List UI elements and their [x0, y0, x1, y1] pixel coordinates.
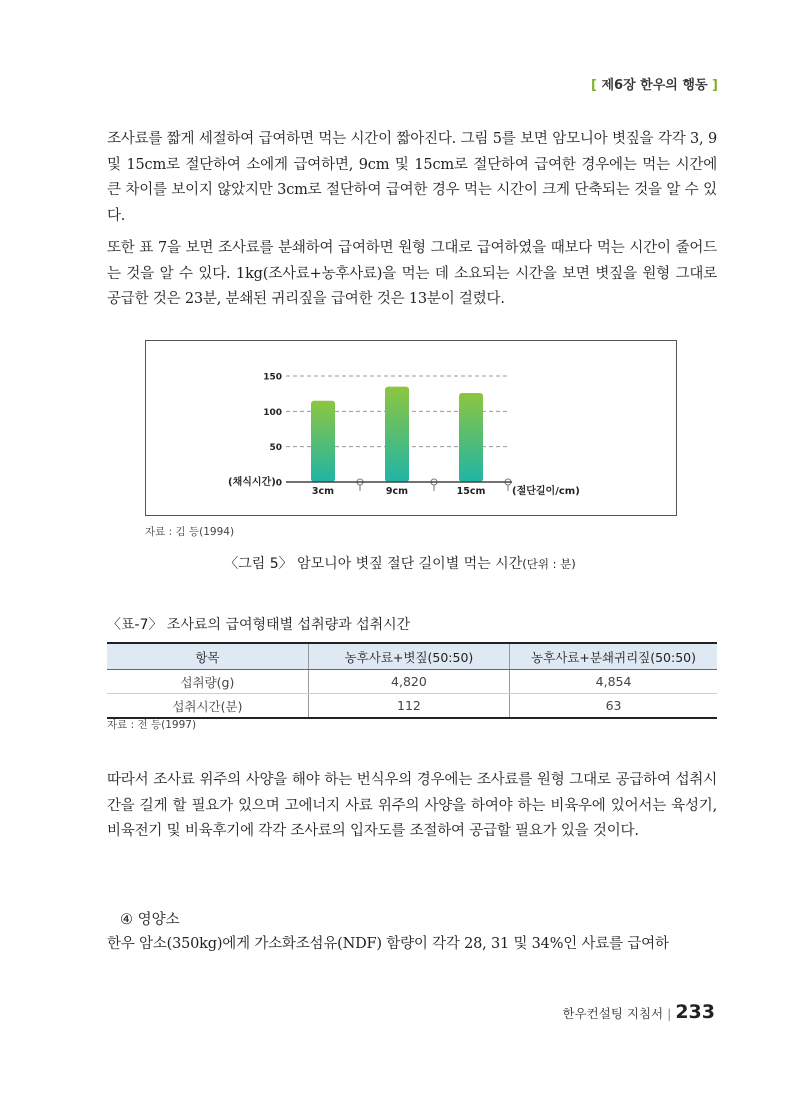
chart-x-axis-label: (절단길이/cm)	[512, 486, 580, 497]
page-footer	[563, 1001, 715, 1023]
table-cell: 63	[510, 694, 717, 719]
figure-chart	[145, 340, 677, 516]
table-cell: 4,820	[308, 670, 509, 694]
chart-y-tick-label: 0	[275, 478, 282, 489]
table-title: 〈표-7〉 조사료의 급여형태별 섭취량과 섭취시간	[107, 617, 411, 633]
bracket-close: ]	[712, 78, 718, 93]
paragraph-4: 한우 암소(350kg)에게 가소화조섬유(NDF) 함량이 각각 28, 31 및 34%인 사료를 급여하	[107, 936, 669, 952]
table-header-cell: 농후사료+볏짚(50:50)	[308, 643, 509, 670]
table-source: 자료 : 전 등(1997)	[107, 719, 197, 731]
paragraph-3: 따라서 조사료 위주의 사양을 해야 하는 번식우의 경우에는 조사료를 원형 그대로 공급하여 섭취시간을 길게 할 필요가 있으며 고에너지 사료 위주의 사양을 하여야 하는 비육우에 있어서는 육성기, 비육전기 및 비육후기에 각각 조사료의 입자도를 조절하여 공급할 필요가 있을 것이다.	[107, 772, 717, 840]
page-number: 233	[675, 1001, 715, 1023]
table-header-cell: 농후사료+분쇄귀리짚(50:50)	[510, 643, 717, 670]
section-heading: ④ 영양소	[120, 912, 180, 928]
figure-caption-unit: (단위 : 분)	[522, 557, 576, 571]
chart-y-ticks	[263, 373, 282, 489]
chart-x-tick-label: 3cm	[311, 486, 335, 497]
book-title: 한우컨설팅 지침서	[562, 1006, 664, 1021]
figure-caption-text: 〈그림 5〉 암모니아 볏짚 절단 길이별 먹는 시간	[224, 556, 523, 572]
table-cell: 섭취시간(분)	[107, 694, 308, 719]
chart-bar	[385, 387, 409, 482]
chapter-header	[591, 74, 718, 93]
table-header-row	[107, 643, 717, 670]
chart-x-tick-label: 9cm	[385, 486, 409, 497]
data-table	[107, 642, 717, 719]
chart-y-tick-label: 50	[269, 443, 282, 454]
chart-y-tick-label: 150	[263, 372, 282, 383]
table-cell: 섭취량(g)	[107, 670, 308, 694]
chapter-title: 제6장 한우의 행동	[601, 78, 708, 93]
chart-y-axis-label: (채식시간)	[228, 477, 276, 488]
table-row	[107, 670, 717, 694]
paragraph-1: 조사료를 짧게 세절하여 급여하면 먹는 시간이 짧아진다. 그림 5를 보면 암모니아 볏짚을 각각 3, 9 및 15cm로 절단하여 소에게 급여하면, 9cm 및 15cm로 절단하여 급여한 경우에는 먹는 시간에 큰 차이를 보이지 않았지만 3cm로 절단하여 급여한 경우 먹는 시간이 크게 단축되는 것을 알 수 있다.	[107, 131, 717, 225]
figure-source: 자료 : 김 등(1994)	[145, 526, 235, 538]
chart-bars	[311, 387, 483, 482]
chart-y-tick-label: 100	[263, 407, 282, 418]
table-cell: 112	[308, 694, 509, 719]
chart-bar	[459, 393, 483, 482]
footer-separator: |	[667, 1006, 672, 1021]
chart-x-tick-label: 15cm	[456, 486, 486, 497]
chart-bar	[311, 401, 335, 482]
table-row	[107, 694, 717, 719]
figure-caption	[0, 553, 800, 573]
table-cell: 4,854	[510, 670, 717, 694]
paragraph-2: 또한 표 7을 보면 조사료를 분쇄하여 급여하면 원형 그대로 급여하였을 때보다 먹는 시간이 줄어드는 것을 알 수 있다. 1kg(조사료+농후사료)을 먹는 데 소요되는 시간을 보면 볏짚을 원형 그대로 공급한 것은 23분, 분쇄된 귀리짚을 급여한 것은 13분이 걸렸다.	[107, 240, 717, 308]
table-header-cell: 항목	[107, 643, 308, 670]
bar-chart	[146, 341, 676, 515]
bracket-open: [	[591, 78, 597, 93]
